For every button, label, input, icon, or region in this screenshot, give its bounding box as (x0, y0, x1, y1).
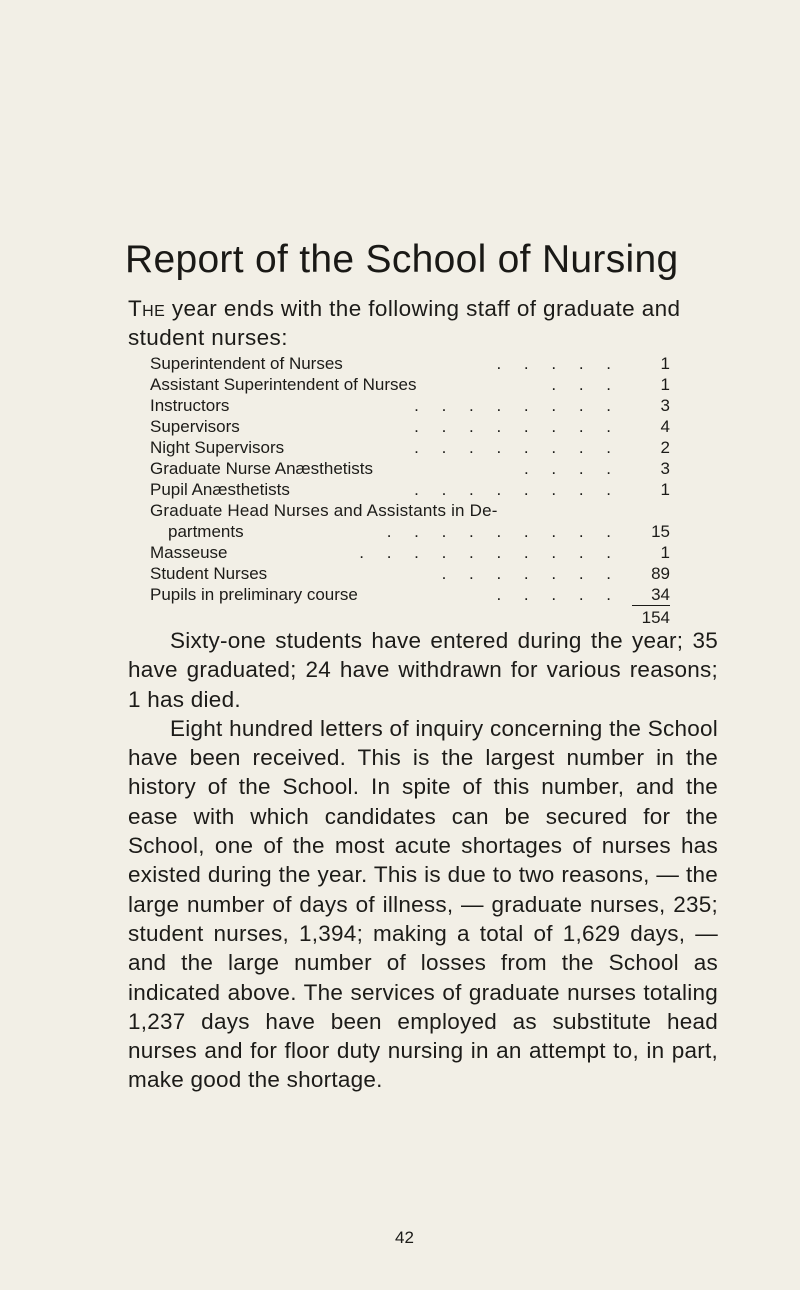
staff-row: . . . . . . . . . partments 15 (168, 522, 670, 541)
intro-paragraph (128, 294, 718, 352)
report-body (128, 626, 718, 1095)
paragraph: Sixty-one students have entered during the year; 35 have graduated; 24 have withdrawn for various reasons; 1 has died. (128, 628, 718, 712)
staff-label: Supervisors (150, 416, 246, 437)
paragraph: Eight hundred letters of inquiry concerning the School have been received. This is the largest number in the history of the School. In spite of this number, and the ease with which candidates can be secured for the School, one of the most acute shortages of nurses has existed during the year. This is due to two reasons, — the large number of days of illness, — graduate nurses, 235; student nurses, 1,394; making a total of 1,629 days, — and the large number of losses from the School as indicated above. The services of graduate nurses totaling 1,237 days have been employed as substitute head nurses and for floor duty nursing in an attempt to, in part, make good the shortage. (128, 715, 718, 1093)
staff-row: . . . . . . . . Night Supervisors 2 (150, 438, 670, 457)
total-rule (632, 605, 670, 606)
staff-row (150, 500, 670, 521)
staff-row: . . . . . . . . Supervisors 4 (150, 417, 670, 436)
staff-count: 1 (660, 354, 670, 373)
staff-count: 3 (660, 459, 670, 478)
staff-count: 1 (660, 543, 670, 562)
staff-label: partments (168, 521, 250, 542)
staff-row: . . . . . . . . Instructors 3 (150, 396, 670, 415)
staff-label: Masseuse (150, 542, 233, 563)
staff-row: . . . Assistant Superintendent of Nurses 1 (150, 375, 670, 394)
staff-label: Superintendent of Nurses (150, 353, 349, 374)
staff-count: 34 (651, 585, 670, 604)
report-title: Report of the School of Nursing (125, 238, 679, 281)
intro-lead-word: The (128, 296, 166, 321)
staff-label: Assistant Superintendent of Nurses (150, 374, 422, 395)
staff-row: . . . . . . . . Pupil Anæsthetists 1 (150, 480, 670, 499)
staff-row: . . . . . . . Student Nurses 89 (150, 564, 670, 583)
staff-count: 15 (651, 522, 670, 541)
staff-label: Pupil Anæsthetists (150, 479, 296, 500)
staff-count: 4 (660, 417, 670, 436)
staff-total: 154 (641, 608, 670, 627)
staff-count: 2 (660, 438, 670, 457)
staff-label: Pupils in preliminary course (150, 584, 364, 605)
staff-label: Student Nurses (150, 563, 273, 584)
staff-count: 1 (660, 480, 670, 499)
staff-table (150, 353, 670, 629)
page-number: 42 (395, 1228, 414, 1247)
staff-count: 3 (660, 396, 670, 415)
staff-count: 89 (651, 564, 670, 583)
staff-row: . . . . . . . . . . Masseuse 1 (150, 543, 670, 562)
staff-label: Instructors (150, 395, 235, 416)
staff-row: . . . . . Superintendent of Nurses 1 (150, 354, 670, 373)
intro-text: year ends with the following staff of graduate and student nurses: (128, 296, 681, 350)
staff-label: Graduate Nurse Anæsthetists (150, 458, 379, 479)
staff-row: . . . . . Pupils in preliminary course 34 (150, 585, 670, 604)
staff-row: . . . . Graduate Nurse Anæsthetists 3 (150, 459, 670, 478)
staff-count: 1 (660, 375, 670, 394)
staff-label: Graduate Head Nurses and Assistants in De- (150, 501, 498, 520)
staff-label: Night Supervisors (150, 437, 290, 458)
